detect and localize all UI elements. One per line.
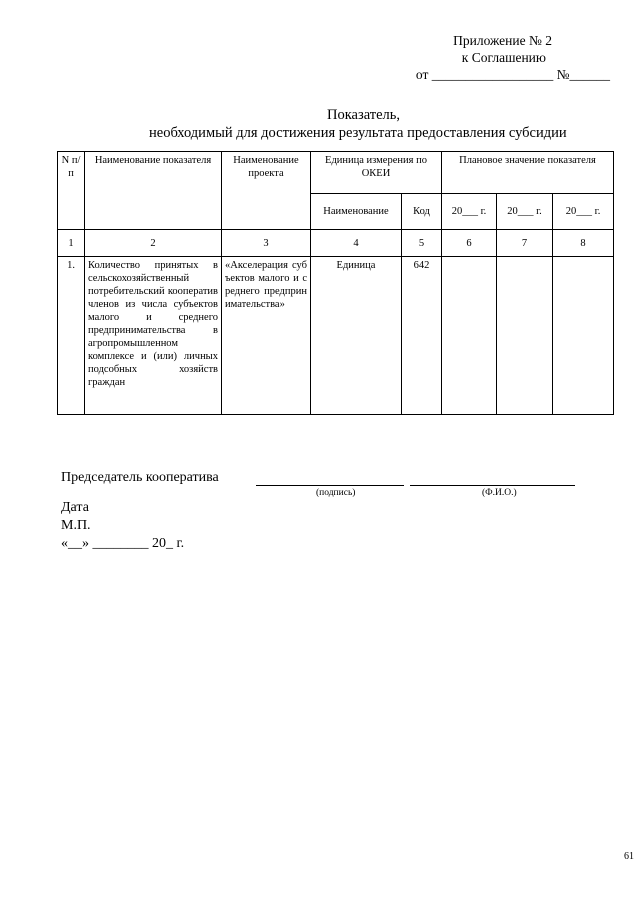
row-indicator: Количество принятых в сельскохозяйственный потребительский кооператив членов из числа субъектов малого и среднего предпринимательства в агропромышленном комплексе и (или) личных подсобных хозяйств граждан — [85, 257, 222, 415]
signature-caption: (подпись) — [316, 488, 356, 498]
header-num: N п/п — [58, 152, 85, 230]
annex-agreement: к Соглашению — [461, 50, 546, 65]
annex-title: Приложение № 2 — [453, 33, 552, 48]
row-value-3 — [553, 257, 614, 415]
header-unit-name: Наименование — [311, 194, 402, 230]
header-unit-code: Код — [402, 194, 442, 230]
column-number: 8 — [553, 230, 614, 257]
column-number: 7 — [497, 230, 553, 257]
column-number: 1 — [58, 230, 85, 257]
date-line: «__» ________ 20_ г. — [61, 536, 185, 551]
header-plan-group: Плановое значение показателя — [442, 152, 614, 194]
annex-date-number: от __________________ №______ — [415, 67, 610, 82]
chairman-label: Председатель кооператива — [61, 470, 219, 485]
title-line-2: необходимый для достижения результата предоставления субсидии — [149, 125, 567, 141]
name-line — [410, 485, 575, 486]
table-row — [58, 257, 614, 415]
row-project: «Акселерация субъектов малого и среднего предпринимательства» — [222, 257, 311, 415]
header-unit-group: Единица измерения по ОКЕИ — [311, 152, 442, 194]
header-project: Наименование проекта — [222, 152, 311, 230]
name-caption: (Ф.И.О.) — [482, 488, 517, 498]
column-number: 6 — [442, 230, 497, 257]
row-unit-code: 642 — [402, 257, 442, 415]
row-value-2 — [497, 257, 553, 415]
column-number: 5 — [402, 230, 442, 257]
date-label: Дата — [61, 500, 89, 515]
column-number: 4 — [311, 230, 402, 257]
page-number: 61 — [624, 851, 634, 862]
column-number: 2 — [85, 230, 222, 257]
annex-header — [390, 32, 610, 83]
header-year-3: 20___ г. — [553, 194, 614, 230]
numbering-row — [58, 230, 614, 257]
stamp-label: М.П. — [61, 518, 91, 533]
row-num: 1. — [58, 257, 85, 415]
row-unit-name: Единица — [311, 257, 402, 415]
indicator-table — [57, 151, 614, 415]
column-number: 3 — [222, 230, 311, 257]
header-indicator: Наименование показателя — [85, 152, 222, 230]
signature-line — [256, 485, 404, 486]
header-year-2: 20___ г. — [497, 194, 553, 230]
header-year-1: 20___ г. — [442, 194, 497, 230]
title-line-1: Показатель, — [327, 107, 401, 123]
row-value-1 — [442, 257, 497, 415]
